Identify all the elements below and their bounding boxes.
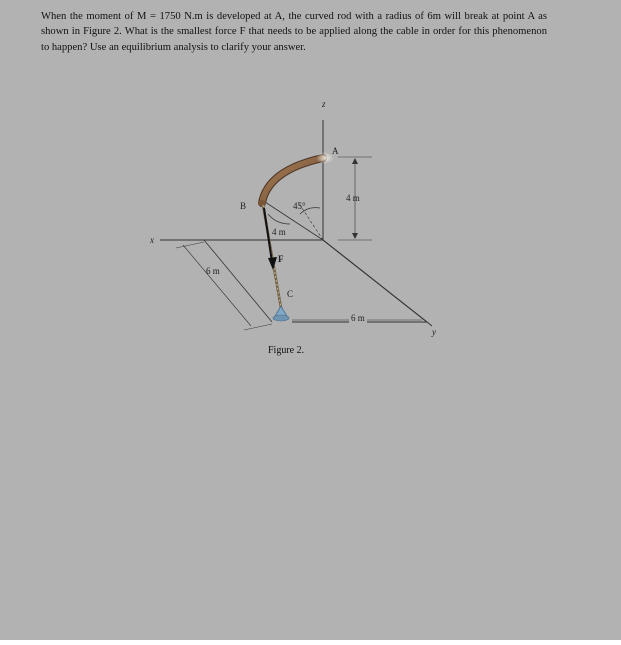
axis-y-label: y — [432, 327, 436, 337]
x-dimension — [176, 242, 272, 330]
angle-label: 45° — [293, 201, 306, 211]
vertical-dimension-label: 4 m — [346, 193, 360, 203]
point-b-label: B — [240, 201, 247, 211]
force-arrow — [264, 208, 277, 270]
ground-plane — [170, 240, 427, 322]
problem-statement: When the moment of M = 1750 N.m is developed at A, the curved rod with a radius of 6m will break at point A as shown in Figure 2. What is the smallest force F that needs to be applied along the cable in order for this phenomenon to happen? Use an equilibrium analysis to clarify your answer. — [41, 11, 547, 53]
axis-x-label: x — [150, 235, 154, 245]
y-axis — [323, 240, 432, 326]
y-dimension-label: 6 m — [351, 313, 365, 323]
radius-dimension-label: 4 m — [272, 227, 286, 237]
figure-caption: Figure 2. — [268, 345, 305, 356]
force-label: F — [278, 254, 284, 264]
point-a-label: A — [332, 146, 339, 156]
point-c-label: C — [287, 289, 294, 299]
support-c — [273, 306, 289, 321]
axis-z-label: z — [322, 99, 326, 109]
x-dimension-label: 6 m — [206, 266, 220, 276]
